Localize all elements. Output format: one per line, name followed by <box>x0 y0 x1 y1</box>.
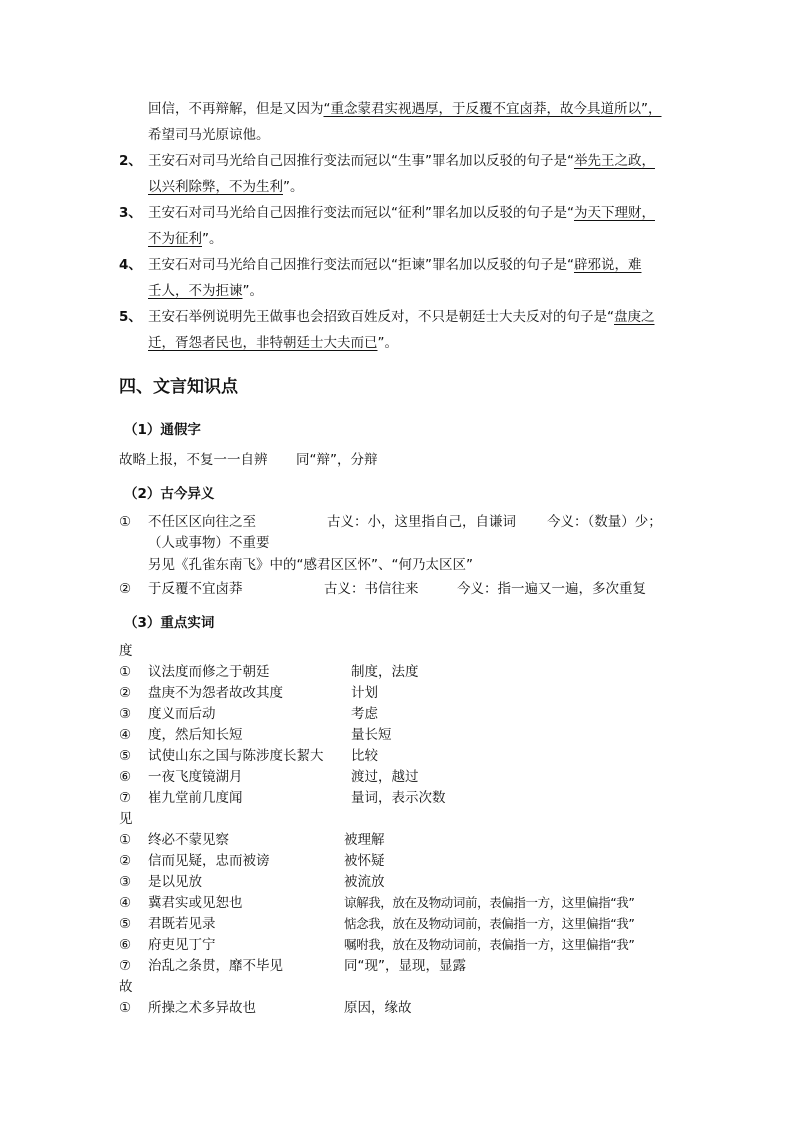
item-text: ”。 <box>283 179 304 195</box>
word-label: 故 <box>119 979 133 995</box>
item-quote: 壬人，不为拒谏 <box>148 283 243 299</box>
entry-phrase: 议法度而修之于朝廷 <box>148 664 270 680</box>
item-number: 3、 <box>119 205 142 221</box>
entry-meaning: 惦念我，放在及物动词前，表偏指一方，这里偏指“我” <box>344 916 635 931</box>
item-line <box>148 278 263 304</box>
entry-extra: 另见《孔雀东南飞》中的“感君区区怀”、“何乃太区区” <box>148 557 473 573</box>
subheading-tongjia: （1）通假字 <box>124 422 201 438</box>
subheading-gujin: （2）古今异义 <box>124 486 215 502</box>
entry-mark: ⑥ <box>119 769 132 785</box>
item-text: 王安石举例说明先王做事也会招致百姓反对，不只是朝廷士大夫反对的句子是“ <box>148 309 614 325</box>
item-text: 王安石对司马光给自己因推行变法而冠以“拒谏”罪名加以反驳的句子是“ <box>148 257 574 273</box>
item-quote: 盘庚之 <box>614 309 655 325</box>
entry-phrase: 是以见放 <box>148 874 202 890</box>
item-line <box>148 252 641 278</box>
item-line <box>148 304 655 330</box>
item-text: 王安石对司马光给自己因推行变法而冠以“生事”罪名加以反驳的句子是“ <box>148 153 574 169</box>
entry-phrase: 于反覆不宜卤莽 <box>148 581 243 597</box>
entry-phrase: 府吏见丁宁 <box>148 937 216 953</box>
item-line <box>148 174 304 200</box>
entry-mark: ② <box>119 685 132 701</box>
subheading-shici: （3）重点实词 <box>124 615 215 631</box>
item-line <box>148 200 655 226</box>
entry-gu: 古义：小，这里指自己，自谦词 <box>327 514 516 530</box>
entry-jin: 今义：（数量）少； <box>547 514 662 530</box>
item-line <box>148 330 398 356</box>
entry-mark: ② <box>119 853 132 869</box>
entry-phrase: 冀君实或见恕也 <box>148 895 243 911</box>
entry-meaning: 嘱咐我，放在及物动词前，表偏指一方，这里偏指“我” <box>344 937 635 952</box>
intro-text: 回信，不再辩解，但是又因为 <box>148 101 324 117</box>
entry-mark: ① <box>119 832 132 848</box>
entry-phrase: 君既若见录 <box>148 916 216 932</box>
entry-phrase: 度义而后动 <box>148 706 216 722</box>
section-title: 四、文言知识点 <box>119 377 238 397</box>
entry-meaning: 被流放 <box>344 874 385 890</box>
entry-meaning: 量词，表示次数 <box>351 790 446 806</box>
entry-phrase: 所操之术多异故也 <box>148 1000 256 1016</box>
item-line <box>148 148 655 174</box>
entry-meaning: 被理解 <box>344 832 385 848</box>
entry-mark: ③ <box>119 706 132 722</box>
item-text: ”。 <box>202 231 223 247</box>
item-line <box>148 226 223 252</box>
entry-mark: ① <box>119 1000 132 1016</box>
entry-gu: 古义：书信往来 <box>324 581 419 597</box>
entry-phrase: 一夜飞度镜湖月 <box>148 769 243 785</box>
word-label: 度 <box>119 643 133 659</box>
entry-mark: ⑦ <box>119 958 132 974</box>
tongjia-note: 同“辩”，分辩 <box>296 452 378 468</box>
intro-quote: “重念蒙君实视遇厚，于反覆不宜卤莽，故今具道所以”， <box>323 101 662 117</box>
item-quote: 为天下理财， <box>573 205 655 221</box>
entry-meaning: 考虑 <box>351 706 378 722</box>
entry-jin: 今义：指一遍又一遍，多次重复 <box>457 581 646 597</box>
entry-meaning: 制度，法度 <box>351 664 419 680</box>
item-quote: 以兴利除弊，不为生利 <box>148 179 283 195</box>
entry-meaning: 渡过，越过 <box>351 769 419 785</box>
entry-meaning: 比较 <box>351 748 378 764</box>
entry-phrase: 不任区区向往之至 <box>148 514 256 530</box>
entry-mark: ⑤ <box>119 916 132 932</box>
entry-mark: ⑥ <box>119 937 132 953</box>
entry-mark: ① <box>119 514 132 530</box>
intro-line-1 <box>148 96 662 122</box>
item-text: ”。 <box>377 335 398 351</box>
entry-phrase: 信而见疑，忠而被谤 <box>148 853 270 869</box>
entry-meaning: 谅解我，放在及物动词前，表偏指一方，这里偏指“我” <box>344 895 635 910</box>
tongjia-example: 故略上报，不复一一自辨 <box>119 452 268 468</box>
item-number: 4、 <box>119 257 142 273</box>
entry-mark: ⑤ <box>119 748 132 764</box>
entry-mark: ③ <box>119 874 132 890</box>
entry-meaning: 被怀疑 <box>344 853 385 869</box>
entry-meaning: 原因，缘故 <box>344 1000 412 1016</box>
entry-phrase: 试使山东之国与陈涉度长絜大 <box>148 748 324 764</box>
entry-phrase: 治乱之条贯，靡不毕见 <box>148 958 283 974</box>
entry-mark: ⑦ <box>119 790 132 806</box>
entry-mark: ④ <box>119 895 132 911</box>
entry-meaning: 同“现”，显现，显露 <box>344 958 466 974</box>
item-text: ”。 <box>242 283 263 299</box>
entry-phrase: 度，然后知长短 <box>148 727 243 743</box>
entry-meaning: 量长短 <box>351 727 392 743</box>
item-quote: 不为征利 <box>148 231 202 247</box>
item-number: 2、 <box>119 153 142 169</box>
item-quote: 迁，胥怨者民也，非特朝廷士大夫而已 <box>148 335 378 351</box>
entry-cont: （人或事物）不重要 <box>148 535 270 551</box>
intro-line-2: 希望司马光原谅他。 <box>148 127 270 143</box>
item-quote: 辟邪说，难 <box>573 257 642 273</box>
entry-mark: ④ <box>119 727 132 743</box>
entry-phrase: 终必不蒙见察 <box>148 832 229 848</box>
item-number: 5、 <box>119 309 142 325</box>
item-quote: 举先王之政， <box>573 153 655 169</box>
entry-phrase: 盘庚不为怨者故改其度 <box>148 685 283 701</box>
entry-meaning: 计划 <box>351 685 378 701</box>
word-label: 见 <box>119 811 133 827</box>
item-text: 王安石对司马光给自己因推行变法而冠以“征利”罪名加以反驳的句子是“ <box>148 205 574 221</box>
entry-mark: ② <box>119 581 132 597</box>
entry-phrase: 崔九堂前几度闻 <box>148 790 243 806</box>
entry-mark: ① <box>119 664 132 680</box>
